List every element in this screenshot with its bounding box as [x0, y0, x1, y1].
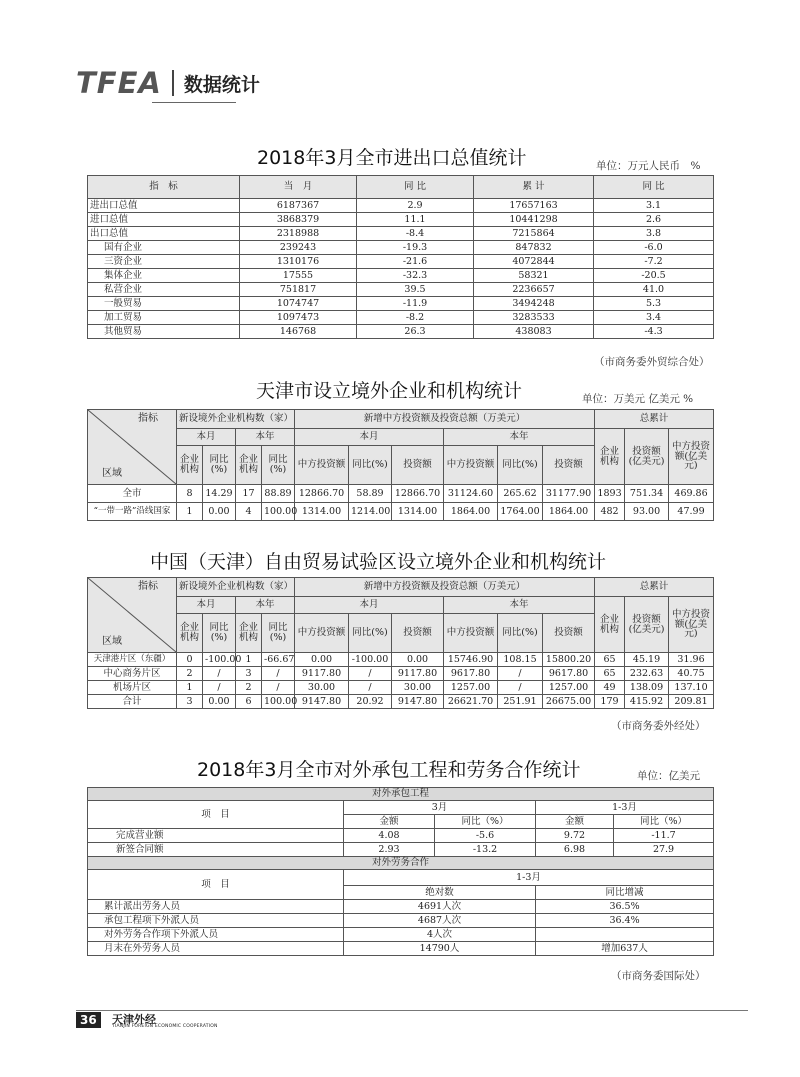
cell: 1310176 — [240, 255, 357, 269]
cell: 8 — [177, 485, 203, 503]
cell: -21.6 — [357, 255, 474, 269]
row-label: 国有企业 — [88, 241, 240, 255]
table-row — [88, 667, 714, 681]
cell: 30.00 — [392, 681, 444, 695]
row-label: 合计 — [88, 695, 177, 709]
header-cell: 中方投资额(亿美元) — [669, 597, 714, 653]
header-cell: 新增中方投资额及投资总额（万美元） — [295, 410, 595, 429]
cell: / — [203, 681, 236, 695]
table3-title: 中国（天津）自由贸易试验区设立境外企业和机构统计 — [150, 551, 607, 573]
header-cell: 同比(%) — [349, 614, 392, 653]
cell: 41.0 — [594, 283, 714, 297]
header-cell: 新设境外企业机构数（家） — [177, 410, 295, 429]
cell: 31.96 — [669, 653, 714, 667]
cell: 3 — [177, 695, 203, 709]
row-label: 中心商务片区 — [88, 667, 177, 681]
cell: 2.6 — [594, 213, 714, 227]
cell: / — [349, 681, 392, 695]
cell: 3.1 — [594, 199, 714, 213]
table3-source: （市商务委外经处） — [611, 720, 706, 732]
cell: 9.72 — [536, 829, 614, 843]
header-cell: 中方投资额 — [295, 446, 349, 485]
cell: 2.9 — [357, 199, 474, 213]
cell: 100.00 — [262, 503, 295, 521]
cell: 1257.00 — [444, 681, 498, 695]
cell: -5.6 — [435, 829, 536, 843]
table1-unit: 单位：万元人民币 % — [596, 160, 701, 172]
table-row — [88, 269, 714, 283]
table-row — [88, 829, 714, 843]
header-cell: 中方投资额(亿美元) — [669, 429, 714, 485]
header-cell: 本年 — [236, 429, 295, 446]
cell: 1764.00 — [498, 503, 543, 521]
row-label: 进口总值 — [88, 213, 240, 227]
section-banner: 对外劳务合作 — [88, 857, 714, 870]
header-cell: 3月 — [344, 801, 536, 815]
cell: 14790人 — [344, 942, 536, 956]
header-cell: 1-3月 — [536, 801, 714, 815]
cell: 9147.80 — [392, 695, 444, 709]
cell: 40.75 — [669, 667, 714, 681]
table-row — [88, 503, 714, 521]
row-label: 对外劳务合作项下外派人员 — [88, 928, 344, 942]
cell: 增加637人 — [536, 942, 714, 956]
header-cell: 同比(%) — [262, 614, 295, 653]
table-row — [88, 681, 714, 695]
row-label: 天津港片区（东疆） — [88, 653, 177, 667]
cell: 58321 — [474, 269, 594, 283]
corner-bottom-label: 区域 — [102, 635, 122, 647]
cell: 2 — [177, 667, 203, 681]
cell: 232.63 — [625, 667, 669, 681]
cell: 415.92 — [625, 695, 669, 709]
row-label: 私营企业 — [88, 283, 240, 297]
row-label: 加工贸易 — [88, 311, 240, 325]
cell: -20.5 — [594, 269, 714, 283]
row-label: 一般贸易 — [88, 297, 240, 311]
cell: 17555 — [240, 269, 357, 283]
cell: -19.3 — [357, 241, 474, 255]
header-cell: 本月 — [177, 429, 236, 446]
cell: -100.00 — [203, 653, 236, 667]
table-row — [88, 485, 714, 503]
footer-rule — [76, 1010, 748, 1011]
table4-unit: 单位：亿美元 — [637, 770, 700, 782]
header-cell: 金额 — [344, 815, 435, 829]
cell: 1074747 — [240, 297, 357, 311]
header-cell: 金额 — [536, 815, 614, 829]
header-cell: 同 比 — [357, 176, 474, 199]
row-label: 累计派出劳务人员 — [88, 900, 344, 914]
corner-top-label: 指标 — [138, 581, 158, 592]
cell: 6.98 — [536, 843, 614, 857]
cell: 2 — [236, 681, 262, 695]
corner-cell — [88, 578, 177, 653]
header-cell: 1-3月 — [344, 870, 714, 886]
cell: 39.5 — [357, 283, 474, 297]
table2-unit: 单位：万美元 亿美元 % — [582, 393, 694, 405]
tfea-logo: TFEA — [76, 66, 162, 100]
cell: / — [262, 667, 295, 681]
cell: 6187367 — [240, 199, 357, 213]
header-cell: 中方投资额 — [444, 446, 498, 485]
table-header-row — [88, 176, 714, 199]
cell: 65 — [595, 667, 625, 681]
header-cell: 企业机构 — [177, 614, 203, 653]
row-label: 集体企业 — [88, 269, 240, 283]
cell: 17 — [236, 485, 262, 503]
cell: 36.4% — [536, 914, 714, 928]
cell: 3.8 — [594, 227, 714, 241]
cell: -7.2 — [594, 255, 714, 269]
table4-source: （市商务委国际处） — [611, 970, 706, 982]
cell: 88.89 — [262, 485, 295, 503]
header-cell: 当 月 — [240, 176, 357, 199]
table-row — [88, 325, 714, 339]
cell: 11.1 — [357, 213, 474, 227]
header-cell: 总累计 — [595, 410, 714, 429]
cell: 3494248 — [474, 297, 594, 311]
header-cell: 累 计 — [474, 176, 594, 199]
header-cell: 投资额 — [543, 446, 595, 485]
page-number: 36 — [76, 1012, 101, 1028]
cell: 27.9 — [614, 843, 714, 857]
cell: 7215864 — [474, 227, 594, 241]
header-cell: 企业机构 — [177, 446, 203, 485]
header-cell: 投资额(亿美元) — [625, 597, 669, 653]
section-title: 数据统计 — [183, 73, 260, 96]
cell: 751.34 — [625, 485, 669, 503]
row-label: 进出口总值 — [88, 199, 240, 213]
cell: -11.7 — [614, 829, 714, 843]
row-label: 三资企业 — [88, 255, 240, 269]
cell: 4072844 — [474, 255, 594, 269]
cell: 26.3 — [357, 325, 474, 339]
cell: 1097473 — [240, 311, 357, 325]
table4-title: 2018年3月全市对外承包工程和劳务合作统计 — [197, 759, 581, 781]
import-export-table — [87, 175, 714, 339]
cell: 138.09 — [625, 681, 669, 695]
cell: / — [349, 667, 392, 681]
cell: 15746.90 — [444, 653, 498, 667]
table-row — [88, 311, 714, 325]
cell: 469.86 — [669, 485, 714, 503]
header-cell: 投资额(亿美元) — [625, 429, 669, 485]
cell — [536, 928, 714, 942]
magazine-name: 天津外经 — [112, 1013, 156, 1026]
cell: 9117.80 — [392, 667, 444, 681]
cell: 847832 — [474, 241, 594, 255]
cell: 1 — [177, 681, 203, 695]
cell: -13.2 — [435, 843, 536, 857]
header-underline — [152, 102, 236, 103]
corner-cell — [88, 410, 177, 485]
table1-source: （市商务委外贸综合处） — [594, 356, 710, 368]
overseas-enterprise-table — [87, 409, 714, 521]
table2-title: 天津市设立境外企业和机构统计 — [256, 380, 523, 402]
table-row — [88, 199, 714, 213]
row-label: 完成营业额 — [88, 829, 344, 843]
page-header — [76, 66, 260, 100]
cell: 20.92 — [349, 695, 392, 709]
cell: / — [498, 667, 543, 681]
cell: 239243 — [240, 241, 357, 255]
cell: 438083 — [474, 325, 594, 339]
cell: 31177.90 — [543, 485, 595, 503]
cell: 2236657 — [474, 283, 594, 297]
cell: 49 — [595, 681, 625, 695]
table-row — [88, 928, 714, 942]
cell: 1314.00 — [392, 503, 444, 521]
row-label: 月末在外劳务人员 — [88, 942, 344, 956]
cell: 1314.00 — [295, 503, 349, 521]
cell: 2.93 — [344, 843, 435, 857]
cell: -8.4 — [357, 227, 474, 241]
header-cell: 指 标 — [88, 176, 240, 199]
cell: 2318988 — [240, 227, 357, 241]
header-cell: 同比（%） — [614, 815, 714, 829]
cell: 5.3 — [594, 297, 714, 311]
header-cell: 同比(%) — [498, 614, 543, 653]
cell: 1 — [177, 503, 203, 521]
cell: 100.00 — [262, 695, 295, 709]
cell: 3.4 — [594, 311, 714, 325]
cell: 15800.20 — [543, 653, 595, 667]
table-row — [88, 213, 714, 227]
table-row — [88, 241, 714, 255]
cell: -4.3 — [594, 325, 714, 339]
header-cell: 同 比 — [594, 176, 714, 199]
cell: 6 — [236, 695, 262, 709]
cell: 146768 — [240, 325, 357, 339]
header-cell: 本月 — [177, 597, 236, 614]
row-label: 出口总值 — [88, 227, 240, 241]
header-cell: 企业机构 — [595, 597, 625, 653]
header-cell: 投资额 — [543, 614, 595, 653]
cell: 1214.00 — [349, 503, 392, 521]
cell: 108.15 — [498, 653, 543, 667]
cell: 9617.80 — [543, 667, 595, 681]
cell: -100.00 — [349, 653, 392, 667]
cell: 1864.00 — [444, 503, 498, 521]
cell: 0.00 — [295, 653, 349, 667]
cell: 65 — [595, 653, 625, 667]
cell: 3283533 — [474, 311, 594, 325]
header-cell: 同比(%) — [349, 446, 392, 485]
cell: 751817 — [240, 283, 357, 297]
corner-bottom-label: 区域 — [102, 467, 122, 479]
cell: 9117.80 — [295, 667, 349, 681]
header-cell: 同比(%) — [498, 446, 543, 485]
row-label: “一带一路”沿线国家 — [88, 503, 177, 521]
header-cell: 企业机构 — [236, 614, 262, 653]
header-cell: 企业机构 — [595, 429, 625, 485]
cell: 3868379 — [240, 213, 357, 227]
cell: / — [203, 667, 236, 681]
cell: 1893 — [595, 485, 625, 503]
header-cell: 企业机构 — [236, 446, 262, 485]
cell: 10441298 — [474, 213, 594, 227]
cell: 1 — [236, 653, 262, 667]
table-row — [88, 255, 714, 269]
cell: 12866.70 — [295, 485, 349, 503]
cell: 0 — [177, 653, 203, 667]
cell: 0.00 — [203, 503, 236, 521]
cell: 4.08 — [344, 829, 435, 843]
cell: 0.00 — [392, 653, 444, 667]
cell: 265.62 — [498, 485, 543, 503]
cell: 47.99 — [669, 503, 714, 521]
cell: 0.00 — [203, 695, 236, 709]
header-cell: 新设境外企业机构数（家） — [177, 578, 295, 597]
cell: / — [498, 681, 543, 695]
header-cell: 投资额 — [392, 614, 444, 653]
table1-title: 2018年3月全市进出口总值统计 — [257, 147, 527, 169]
header-cell: 本月 — [295, 597, 444, 614]
cell: 12866.70 — [392, 485, 444, 503]
row-label: 其他贸易 — [88, 325, 240, 339]
cell: 137.10 — [669, 681, 714, 695]
item-header: 项 目 — [88, 870, 344, 900]
header-cell: 本年 — [236, 597, 295, 614]
cell: 26675.00 — [543, 695, 595, 709]
magazine-name-en: TIANJIN FOREIGN ECONOMIC COOPERATION — [112, 1024, 218, 1029]
cell: 9617.80 — [444, 667, 498, 681]
cell: 1864.00 — [543, 503, 595, 521]
row-label: 承包工程项下外派人员 — [88, 914, 344, 928]
table-row — [88, 227, 714, 241]
header-cell: 绝对数 — [344, 886, 536, 900]
corner-top-label: 指标 — [138, 413, 158, 424]
section-banner: 对外承包工程 — [88, 788, 714, 801]
cell: 45.19 — [625, 653, 669, 667]
table-row — [88, 297, 714, 311]
cell: 1257.00 — [543, 681, 595, 695]
cell: 4人次 — [344, 928, 536, 942]
table-row — [88, 914, 714, 928]
cell: 36.5% — [536, 900, 714, 914]
cell: 482 — [595, 503, 625, 521]
header-cell: 总累计 — [595, 578, 714, 597]
table-row — [88, 283, 714, 297]
ftz-enterprise-table — [87, 577, 714, 709]
cell: 4 — [236, 503, 262, 521]
cell: 4687人次 — [344, 914, 536, 928]
cell: 17657163 — [474, 199, 594, 213]
table-row — [88, 843, 714, 857]
cell: 26621.70 — [444, 695, 498, 709]
header-cell: 本年 — [444, 597, 595, 614]
header-cell: 新增中方投资额及投资总额（万美元） — [295, 578, 595, 597]
cell: 9147.80 — [295, 695, 349, 709]
header-cell: 同比(%) — [203, 614, 236, 653]
cell: -66.67 — [262, 653, 295, 667]
contract-labor-table — [87, 787, 714, 956]
header-divider — [172, 70, 174, 96]
cell: 4691人次 — [344, 900, 536, 914]
header-cell: 同比（%） — [435, 815, 536, 829]
cell: 31124.60 — [444, 485, 498, 503]
table-row — [88, 653, 714, 667]
cell: / — [262, 681, 295, 695]
header-cell: 投资额 — [392, 446, 444, 485]
table-row — [88, 900, 714, 914]
cell: 93.00 — [625, 503, 669, 521]
header-cell: 中方投资额 — [295, 614, 349, 653]
header-cell: 同比(%) — [262, 446, 295, 485]
row-label: 新签合同额 — [88, 843, 344, 857]
header-cell: 同比增减 — [536, 886, 714, 900]
row-label: 机场片区 — [88, 681, 177, 695]
cell: 209.81 — [669, 695, 714, 709]
table-row — [88, 695, 714, 709]
cell: 14.29 — [203, 485, 236, 503]
header-cell: 本年 — [444, 429, 595, 446]
header-cell: 本月 — [295, 429, 444, 446]
header-cell: 中方投资额 — [444, 614, 498, 653]
header-cell: 同比(%) — [203, 446, 236, 485]
cell: 179 — [595, 695, 625, 709]
cell: 30.00 — [295, 681, 349, 695]
cell: -6.0 — [594, 241, 714, 255]
cell: -8.2 — [357, 311, 474, 325]
cell: 3 — [236, 667, 262, 681]
cell: -32.3 — [357, 269, 474, 283]
cell: -11.9 — [357, 297, 474, 311]
cell: 58.89 — [349, 485, 392, 503]
table-row — [88, 942, 714, 956]
item-header: 项 目 — [88, 801, 344, 829]
row-label: 全市 — [88, 485, 177, 503]
cell: 251.91 — [498, 695, 543, 709]
